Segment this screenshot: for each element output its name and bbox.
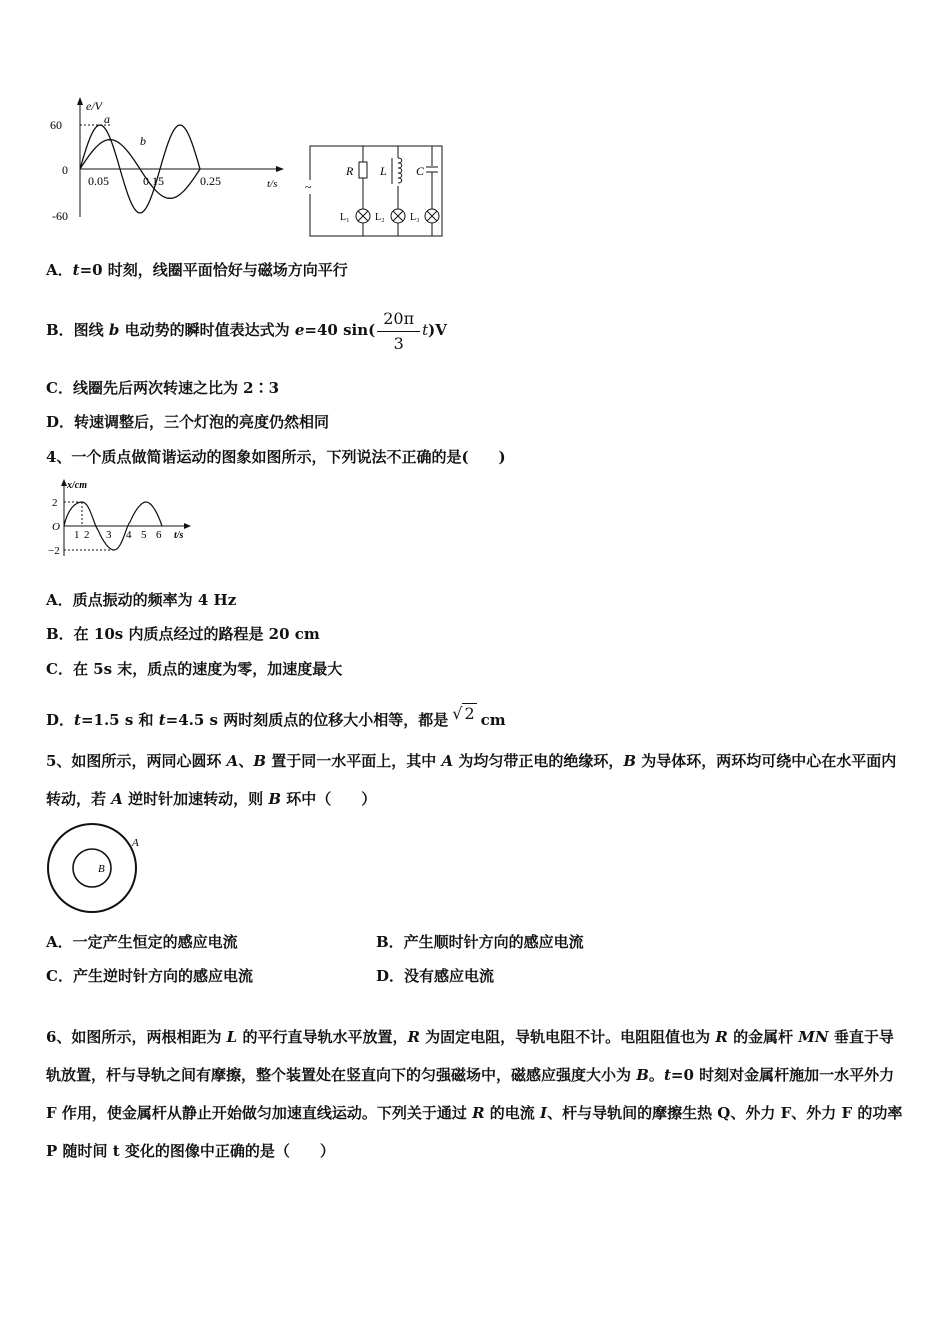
q4-stem: 4、一个质点做简谐运动的图象如图所示，下列说法不正确的是( ) xyxy=(46,448,506,466)
svg-text:~: ~ xyxy=(305,180,312,194)
q5-option-a[interactable]: A．一定产生恒定的感应电流 xyxy=(46,933,238,951)
svg-text:A: A xyxy=(132,837,139,849)
svg-text:4: 4 xyxy=(126,529,132,541)
svg-text:2: 2 xyxy=(52,497,58,509)
svg-text:6: 6 xyxy=(156,529,162,541)
svg-text:0.15: 0.15 xyxy=(143,174,164,188)
circuit-diagram xyxy=(300,140,448,240)
svg-text:0.05: 0.05 xyxy=(88,174,109,188)
oscillation-graph xyxy=(48,478,198,566)
svg-text:60: 60 xyxy=(50,118,62,132)
svg-text:O: O xyxy=(52,521,60,533)
q4-option-a[interactable]: A．质点振动的频率为 4 Hz xyxy=(46,591,237,609)
svg-text:2: 2 xyxy=(84,529,90,541)
svg-text:-60: -60 xyxy=(52,209,68,223)
svg-text:b: b xyxy=(140,134,146,148)
svg-text:x/cm: x/cm xyxy=(67,480,87,491)
svg-text:a: a xyxy=(104,112,110,126)
ring-b xyxy=(73,849,111,887)
q3-option-d[interactable]: D．转速调整后，三个灯泡的亮度仍然相同 xyxy=(46,413,330,431)
svg-text:0.25: 0.25 xyxy=(200,174,221,188)
q3-option-c[interactable]: C．线圈先后两次转速之比为 2∶3 xyxy=(46,379,280,397)
svg-text:L₂: L₂ xyxy=(375,212,385,223)
q5-option-d[interactable]: D．没有感应电流 xyxy=(376,967,495,985)
svg-text:L₃: L₃ xyxy=(410,212,420,223)
svg-text:t/s: t/s xyxy=(267,178,278,190)
q6-stem: 6、如图所示，两根相距为 L 的平行直导轨水平放置，R 为固定电阻，导轨电阻不计。电阻阻值也为 R 的金属杆 MN 垂直于导轨放置，杆与导轨之间有摩擦，整个装置处在竖直向下的匀强磁场中，磁感应强度大小为 B。t=0 时刻对金属杆施加一水平外力 F 作用，使金属杆从静止开始做匀加速直线运动。下列关于通过 R 的电流 I、杆与导轨间的摩擦生热 Q、外力 F、外力 F 的功率 P 随时间 t 变化的图像中正确的是（ ） xyxy=(46,1028,903,1160)
svg-text:L₁: L₁ xyxy=(340,212,350,223)
svg-text:1: 1 xyxy=(74,529,80,541)
svg-text:3: 3 xyxy=(106,529,112,541)
q4-option-d[interactable]: D．t=1.5 s 和 t=4.5 s 两时刻质点的位移大小相等，都是 √ 2 cm xyxy=(46,704,506,729)
svg-text:0: 0 xyxy=(62,163,68,177)
svg-text:e/V: e/V xyxy=(86,99,102,113)
sqrt: √ 2 xyxy=(452,704,475,723)
emf-time-graph xyxy=(50,95,295,235)
q3-option-b[interactable]: B．图线 b 电动势的瞬时值表达式为 e=40 sin( $\frac{20\pi}{3}$ t)V xyxy=(46,306,447,356)
q5-option-b[interactable]: B．产生顺时针方向的感应电流 xyxy=(376,933,584,951)
svg-text:5: 5 xyxy=(141,529,147,541)
svg-text:C: C xyxy=(416,164,425,178)
svg-text:R: R xyxy=(346,164,354,178)
ring-a xyxy=(48,824,136,912)
q5-option-c[interactable]: C．产生逆时针方向的感应电流 xyxy=(46,967,253,985)
svg-text:−2: −2 xyxy=(48,545,60,557)
q3-option-a[interactable]: A．t=0 时刻，线圈平面恰好与磁场方向平行 xyxy=(46,261,348,279)
fraction: $\frac{20\pi}{3}$ xyxy=(377,307,420,356)
svg-text:t/s: t/s xyxy=(174,530,184,541)
concentric-rings-figure xyxy=(44,820,154,916)
q4-option-b[interactable]: B．在 10s 内质点经过的路程是 20 cm xyxy=(46,625,320,643)
q5-stem: 5、如图所示，两同心圆环 A、B 置于同一水平面上，其中 A 为均匀带正电的绝缘环，B 为导体环，两环均可绕中心在水平面内转动，若 A 逆时针加速转动，则 B 环中（ ） xyxy=(46,752,897,808)
svg-text:B: B xyxy=(98,863,105,875)
svg-text:L: L xyxy=(380,164,387,178)
q4-option-c[interactable]: C．在 5s 末，质点的速度为零，加速度最大 xyxy=(46,660,343,678)
